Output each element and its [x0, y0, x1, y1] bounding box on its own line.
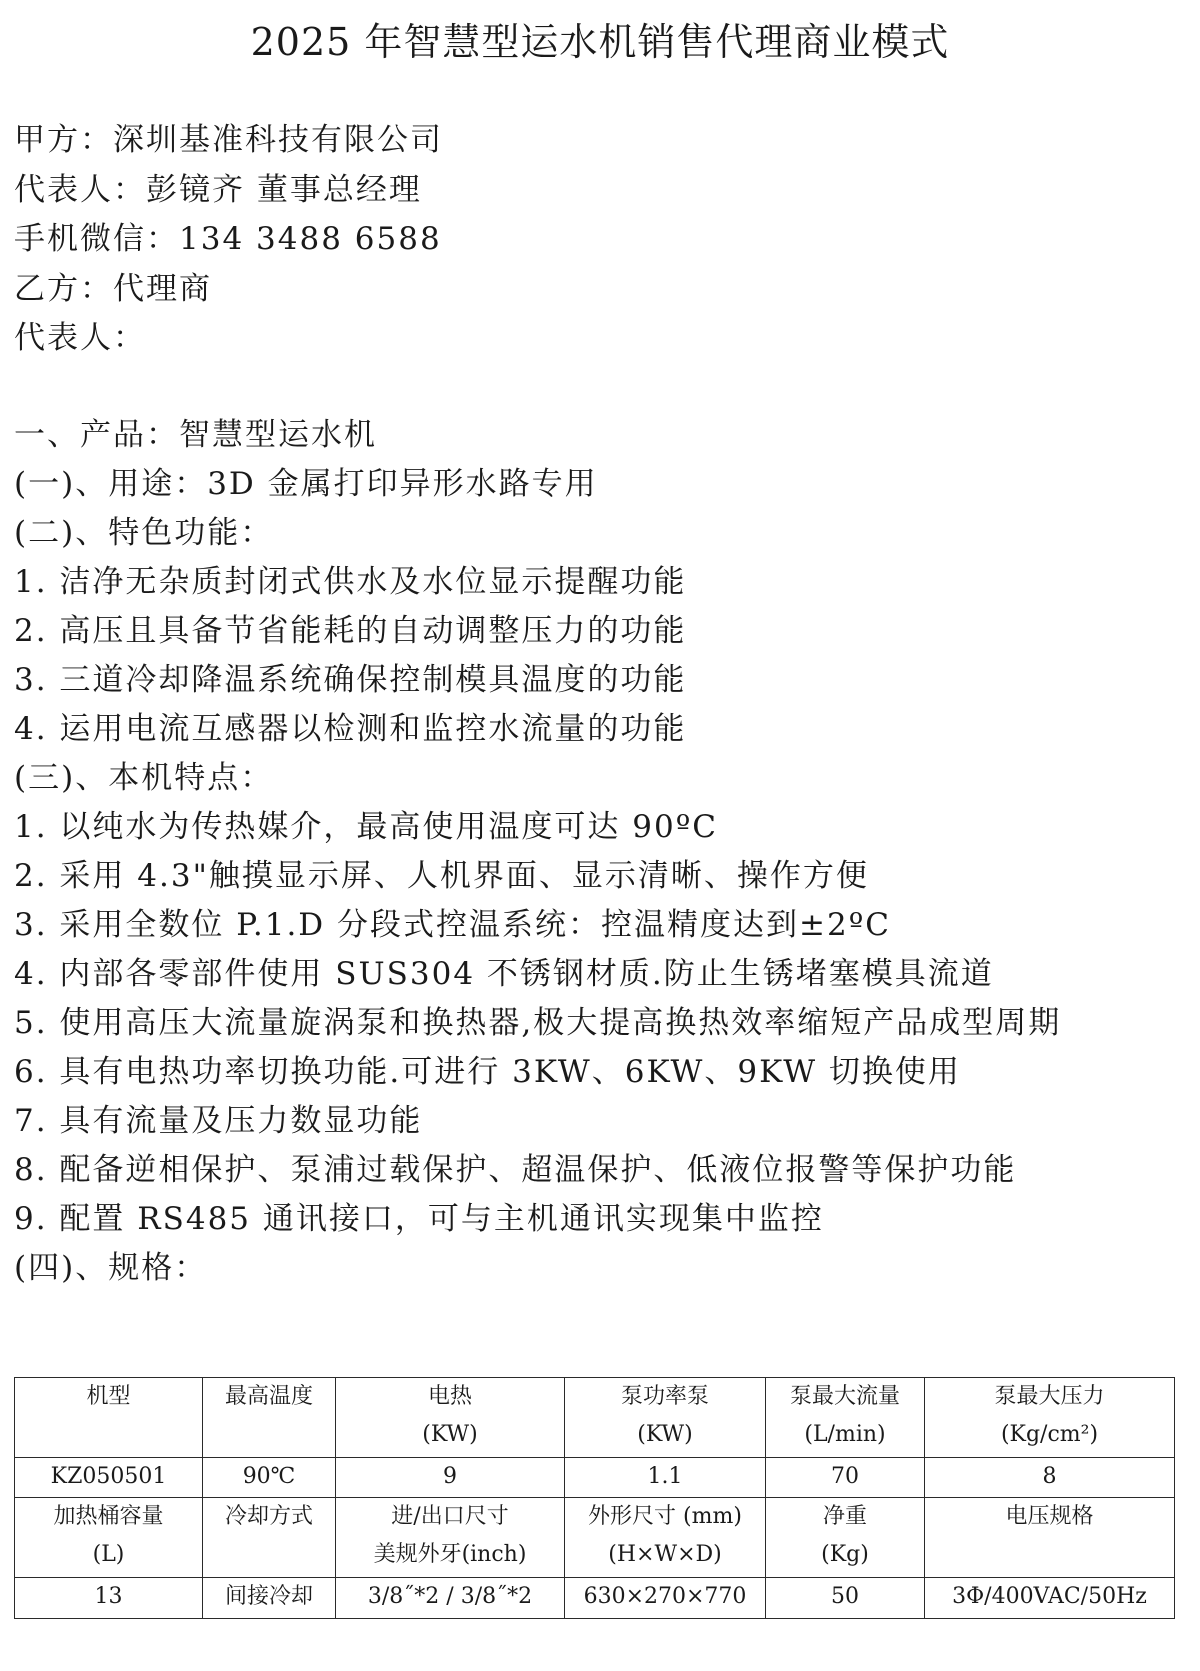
- traits-heading: (三)、本机特点：: [14, 760, 274, 796]
- spec-header-row: [15, 1498, 1175, 1578]
- spec-value-cell: KZ050501: [15, 1457, 203, 1498]
- spec-value-cell: 1.1: [565, 1457, 766, 1498]
- spec-value-cell: 70: [766, 1457, 925, 1498]
- spec-header-cell: [203, 1378, 336, 1458]
- spec-header-cell: [336, 1378, 565, 1458]
- spec-value-cell: 9: [336, 1457, 565, 1498]
- feature-item: 2. 高压且具备节省能耗的自动调整压力的功能: [14, 613, 687, 649]
- spec-header-cell: [15, 1498, 203, 1578]
- spec-header-cell: [203, 1498, 336, 1578]
- phone-line: 手机微信：134 3488 6588: [14, 221, 442, 257]
- spec-header-label: 电热: [427, 1384, 472, 1409]
- representative-a-line: 代表人：彭镜齐 董事总经理: [14, 172, 422, 208]
- trait-item: 2. 采用 4.3"触摸显示屏、人机界面、显示清晰、操作方便: [14, 858, 869, 894]
- spec-header-unit: (KW): [637, 1422, 693, 1447]
- trait-item: 4. 内部各零部件使用 SUS304 不锈钢材质.防止生锈堵塞模具流道: [14, 956, 994, 992]
- spec-header-label: 泵最大流量: [789, 1384, 900, 1409]
- spec-header-label: 泵最大压力: [994, 1384, 1105, 1409]
- spec-header-unit: (H×W×D): [608, 1542, 722, 1568]
- spec-value-cell: 13: [15, 1578, 203, 1619]
- trait-item: 6. 具有电热功率切换功能.可进行 3KW、6KW、9KW 切换使用: [14, 1054, 961, 1090]
- spec-header-cell: [565, 1378, 766, 1458]
- feature-item: 3. 三道冷却降温系统确保控制模具温度的功能: [14, 662, 687, 698]
- trait-item: 5. 使用高压大流量旋涡泵和换热器,极大提高换热效率缩短产品成型周期: [14, 1005, 1062, 1041]
- spec-header-cell: [336, 1498, 565, 1578]
- spec-value-cell: 630×270×770: [565, 1578, 766, 1619]
- party-a-line: 甲方：深圳基准科技有限公司: [14, 122, 443, 158]
- spec-value-cell: 90℃: [203, 1457, 336, 1498]
- spec-header-label: 机型: [86, 1384, 131, 1409]
- spec-value-row: [15, 1457, 1175, 1498]
- spec-header-row: [15, 1378, 1175, 1458]
- spec-header-cell: [925, 1498, 1175, 1578]
- features-heading: (二)、特色功能：: [14, 515, 274, 551]
- spec-header-cell: [15, 1378, 203, 1458]
- spec-header-label: 净重: [822, 1504, 867, 1530]
- spec-heading: (四)、规格：: [14, 1250, 208, 1286]
- spec-value-cell: 3/8˝*2 / 3/8˝*2: [336, 1578, 565, 1619]
- document-title: 2025 年智慧型运水机销售代理商业模式: [250, 20, 950, 64]
- spec-header-label: 加热桶容量: [53, 1504, 164, 1530]
- spec-header-label: 最高温度: [224, 1384, 313, 1409]
- spec-header-unit: (L): [92, 1542, 125, 1568]
- trait-item: 1. 以纯水为传热媒介，最高使用温度可达 90ºC: [14, 809, 719, 845]
- spec-value-cell: 3Φ/400VAC/50Hz: [925, 1578, 1175, 1619]
- representative-b-line: 代表人：: [14, 320, 146, 356]
- spec-header-unit: 美规外牙(inch): [373, 1542, 527, 1568]
- spec-header-unit: (L/min): [804, 1422, 886, 1447]
- spec-header-cell: [766, 1498, 925, 1578]
- spec-header-cell: [766, 1378, 925, 1458]
- trait-item: 9. 配置 RS485 通讯接口，可与主机通讯实现集中监控: [14, 1201, 824, 1237]
- spec-value-row: [15, 1578, 1175, 1619]
- usage-line: (一)、用途：3D 金属打印异形水路专用: [14, 466, 598, 502]
- spec-header-unit: (Kg): [821, 1542, 869, 1568]
- trait-item: 3. 采用全数位 P.1.D 分段式控温系统：控温精度达到±2ºC: [14, 907, 891, 943]
- party-b-line: 乙方：代理商: [14, 271, 212, 307]
- trait-item: 8. 配备逆相保护、泵浦过载保护、超温保护、低液位报警等保护功能: [14, 1152, 1017, 1188]
- spec-header-label: 泵功率泵: [620, 1384, 709, 1409]
- spec-header-cell: [925, 1378, 1175, 1458]
- spec-header-cell: [565, 1498, 766, 1578]
- product-heading: 一、产品：智慧型运水机: [14, 417, 377, 453]
- trait-item: 7. 具有流量及压力数显功能: [14, 1103, 423, 1139]
- feature-item: 1. 洁净无杂质封闭式供水及水位显示提醒功能: [14, 564, 687, 600]
- spec-header-unit: (KW): [422, 1422, 478, 1447]
- spec-header-label: 冷却方式: [224, 1504, 313, 1530]
- spec-table: [14, 1377, 1175, 1619]
- spec-header-label: 电压规格: [1005, 1504, 1094, 1530]
- spec-header-label: 外形尺寸 (mm): [588, 1504, 742, 1530]
- feature-item: 4. 运用电流互感器以检测和监控水流量的功能: [14, 711, 687, 747]
- spec-header-unit: (Kg/cm²): [1000, 1422, 1099, 1447]
- spec-header-label: 进/出口尺寸: [391, 1504, 509, 1530]
- spec-value-cell: 50: [766, 1578, 925, 1619]
- spec-value-cell: 间接冷却: [203, 1578, 336, 1619]
- spec-value-cell: 8: [925, 1457, 1175, 1498]
